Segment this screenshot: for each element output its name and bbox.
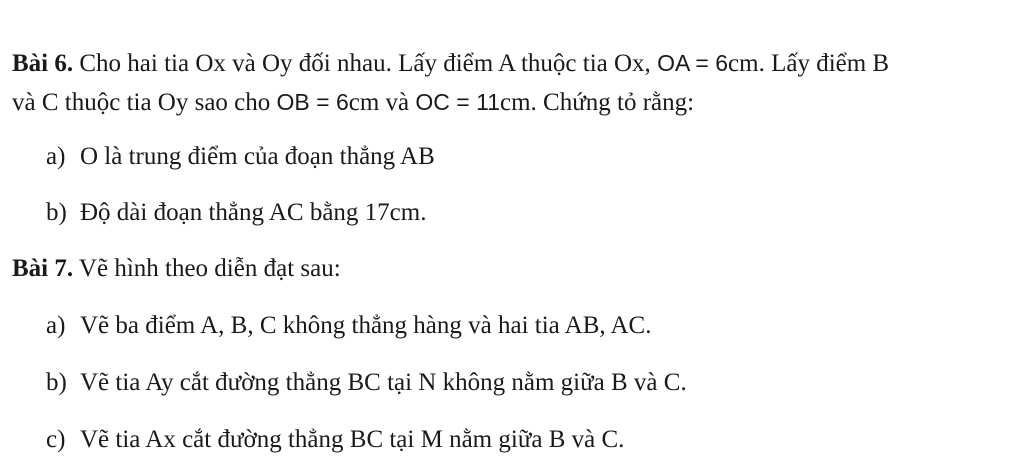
ex7-item-a: [46, 311, 651, 341]
ex6-item-b: [46, 198, 426, 228]
ex6-line1-math: OA = 6: [657, 50, 729, 76]
ex6-line2-tail: cm. Chứng tỏ rằng:: [500, 89, 695, 116]
ex7-item-b-text: Vẽ tia Ay cắt đường thẳng BC tại N không nằm giữa B và C.: [80, 369, 687, 396]
ex6-line2-math-ob: OB = 6: [276, 89, 349, 115]
ex7-item-a-text: Vẽ ba điểm A, B, C không thẳng hàng và hai tia AB, AC.: [80, 312, 652, 339]
ex6-line-1: [12, 48, 889, 79]
ex6-item-a: [46, 142, 435, 172]
ex7-item-c-label: c): [46, 426, 66, 453]
ex6-item-b-text: Độ dài đoạn thẳng AC bằng 17cm.: [80, 199, 427, 226]
ex7-item-c: [46, 425, 624, 455]
ex6-item-a-text: O là trung điểm của đoạn thẳng AB: [80, 143, 435, 170]
ex6-line2-mid: cm và: [348, 89, 416, 116]
ex6-line2-math-oc: OC = 11: [415, 89, 500, 115]
ex7-label: Bài 7.: [12, 255, 74, 282]
ex6-line1-text: Cho hai tia Ox và Oy đối nhau. Lấy điểm A thuộc tia Ox,: [73, 50, 658, 77]
ex6-line1-tail: cm. Lấy điểm B: [728, 50, 890, 77]
ex7-item-c-text: Vẽ tia Ax cắt đường thẳng BC tại M nằm giữa B và C.: [80, 426, 625, 453]
ex7-heading: [12, 254, 341, 284]
ex6-item-b-label: b): [46, 199, 67, 226]
ex6-item-a-label: a): [46, 143, 66, 170]
ex6-line2-text: và C thuộc tia Oy sao cho: [12, 89, 277, 116]
ex7-item-b: [46, 368, 687, 398]
ex6-label: Bài 6.: [12, 50, 74, 77]
ex7-intro: Vẽ hình theo diễn đạt sau:: [73, 255, 341, 282]
ex7-item-b-label: b): [46, 369, 67, 396]
ex6-line-2: [12, 87, 694, 118]
ex7-item-a-label: a): [46, 312, 66, 339]
